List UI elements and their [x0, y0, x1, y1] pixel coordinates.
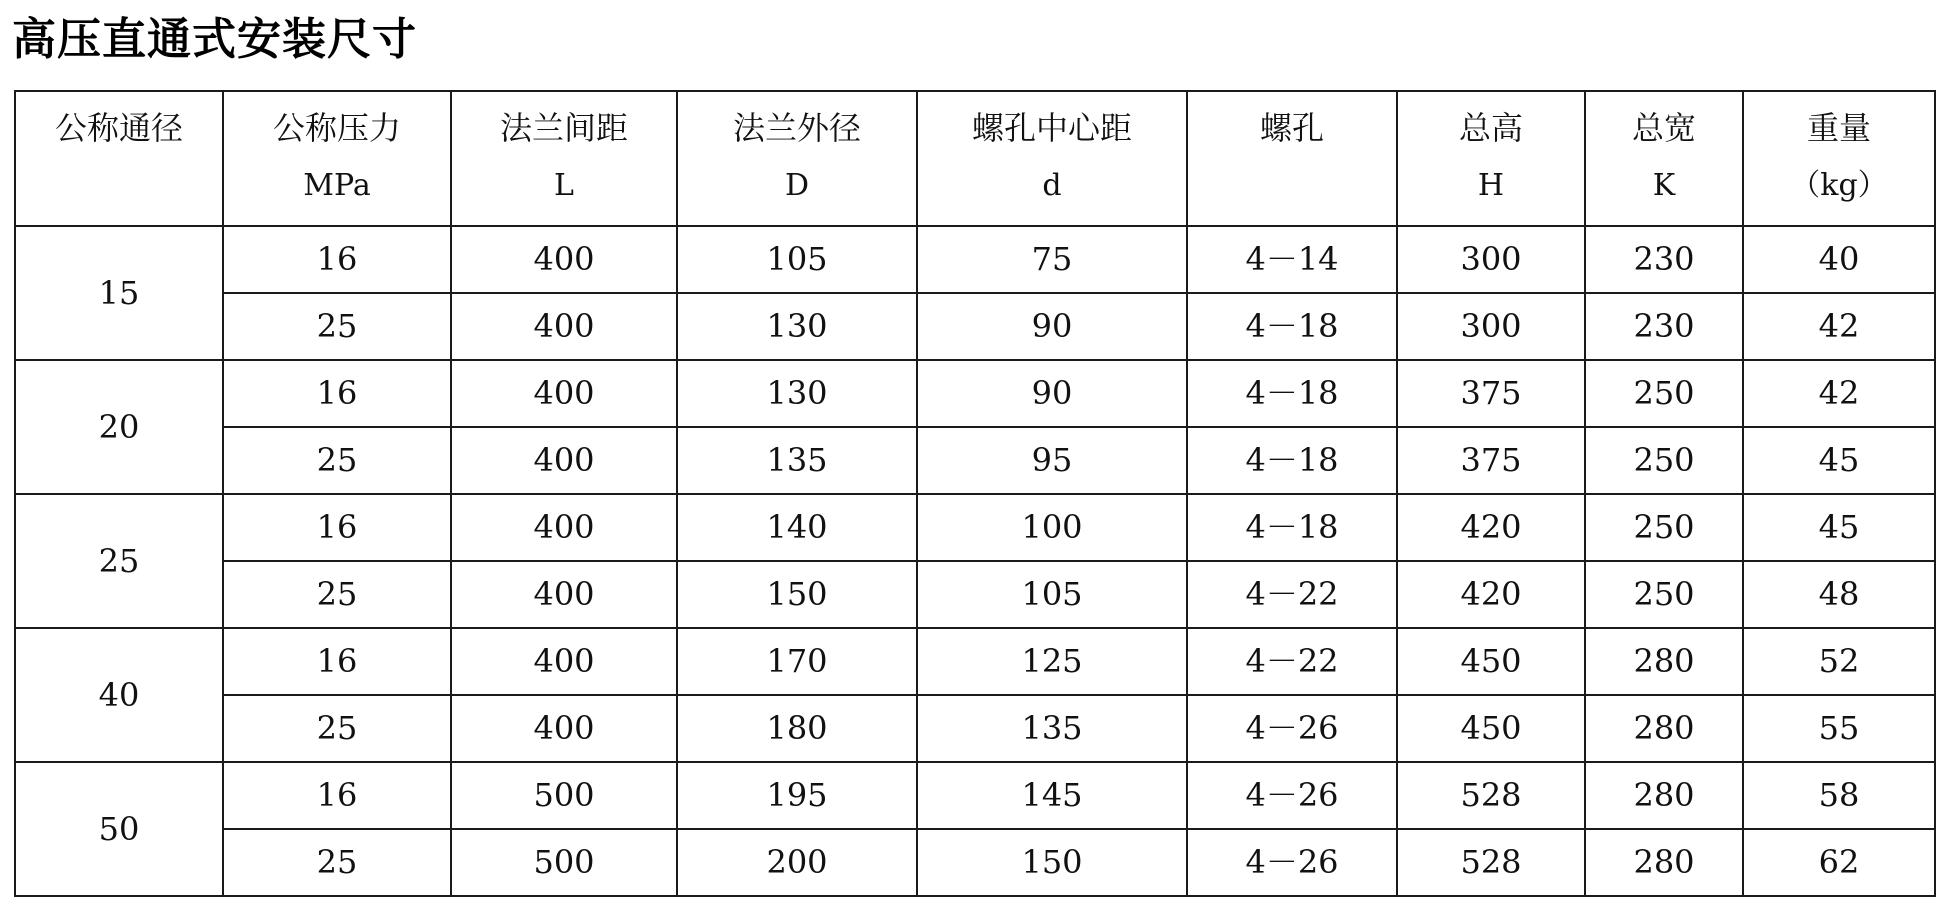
- cell-flange-spacing: 500: [451, 829, 677, 896]
- cell-bolt-center-distance: 125: [917, 628, 1187, 695]
- cell-bolt-center-distance: 135: [917, 695, 1187, 762]
- cell-total-height: 375: [1397, 360, 1585, 427]
- cell-bolt-holes: 4－22: [1187, 628, 1397, 695]
- table-row: [15, 293, 1935, 360]
- header-row: [15, 91, 1935, 226]
- cell-flange-spacing: 400: [451, 427, 677, 494]
- cell-pressure: 25: [223, 293, 451, 360]
- cell-pressure: 25: [223, 427, 451, 494]
- cell-pressure: 16: [223, 494, 451, 561]
- cell-total-width: 250: [1585, 494, 1743, 561]
- cell-total-height: 450: [1397, 695, 1585, 762]
- cell-flange-spacing: 400: [451, 561, 677, 628]
- cell-bolt-holes: 4－18: [1187, 360, 1397, 427]
- cell-total-height: 420: [1397, 561, 1585, 628]
- cell-pressure: 16: [223, 762, 451, 829]
- cell-flange-spacing: 400: [451, 494, 677, 561]
- table-row: [15, 226, 1935, 293]
- table-row: [15, 561, 1935, 628]
- cell-bolt-holes: 4－14: [1187, 226, 1397, 293]
- table-body: [15, 226, 1935, 896]
- cell-nominal-diameter: 40: [15, 628, 223, 762]
- cell-total-width: 280: [1585, 628, 1743, 695]
- cell-pressure: 16: [223, 226, 451, 293]
- table-row: [15, 628, 1935, 695]
- cell-weight: 48: [1743, 561, 1935, 628]
- header-total-width: 总宽 K: [1585, 91, 1743, 226]
- cell-weight: 52: [1743, 628, 1935, 695]
- cell-flange-spacing: 500: [451, 762, 677, 829]
- cell-pressure: 25: [223, 829, 451, 896]
- table-row: [15, 695, 1935, 762]
- cell-total-height: 375: [1397, 427, 1585, 494]
- cell-flange-outer-diameter: 195: [677, 762, 917, 829]
- cell-weight: 45: [1743, 427, 1935, 494]
- cell-bolt-center-distance: 90: [917, 293, 1187, 360]
- cell-bolt-holes: 4－22: [1187, 561, 1397, 628]
- cell-flange-outer-diameter: 140: [677, 494, 917, 561]
- cell-pressure: 25: [223, 695, 451, 762]
- cell-flange-outer-diameter: 135: [677, 427, 917, 494]
- cell-total-height: 528: [1397, 762, 1585, 829]
- cell-bolt-center-distance: 150: [917, 829, 1187, 896]
- cell-weight: 42: [1743, 360, 1935, 427]
- cell-bolt-center-distance: 105: [917, 561, 1187, 628]
- cell-pressure: 16: [223, 628, 451, 695]
- cell-total-width: 280: [1585, 695, 1743, 762]
- page-title: 高压直通式安装尺寸: [12, 14, 417, 65]
- cell-flange-outer-diameter: 130: [677, 293, 917, 360]
- cell-nominal-diameter: 25: [15, 494, 223, 628]
- header-flange-spacing: 法兰间距 L: [451, 91, 677, 226]
- cell-flange-spacing: 400: [451, 628, 677, 695]
- header-bolt-holes: 螺孔: [1187, 91, 1397, 226]
- header-nominal-pressure: 公称压力 MPa: [223, 91, 451, 226]
- cell-bolt-holes: 4－18: [1187, 494, 1397, 561]
- spec-table: [14, 90, 1936, 897]
- cell-nominal-diameter: 50: [15, 762, 223, 896]
- cell-bolt-center-distance: 75: [917, 226, 1187, 293]
- cell-flange-spacing: 400: [451, 293, 677, 360]
- cell-bolt-holes: 4－18: [1187, 293, 1397, 360]
- cell-bolt-center-distance: 145: [917, 762, 1187, 829]
- header-bolt-hole-center-distance: 螺孔中心距 d: [917, 91, 1187, 226]
- cell-flange-outer-diameter: 180: [677, 695, 917, 762]
- header-nominal-diameter: 公称通径: [15, 91, 223, 226]
- cell-flange-outer-diameter: 170: [677, 628, 917, 695]
- header-total-height: 总高 H: [1397, 91, 1585, 226]
- cell-nominal-diameter: 20: [15, 360, 223, 494]
- table-row: [15, 360, 1935, 427]
- cell-total-width: 250: [1585, 561, 1743, 628]
- cell-flange-spacing: 400: [451, 226, 677, 293]
- cell-total-width: 280: [1585, 829, 1743, 896]
- cell-pressure: 16: [223, 360, 451, 427]
- header-weight: 重量 （kg）: [1743, 91, 1935, 226]
- cell-flange-spacing: 400: [451, 695, 677, 762]
- cell-total-width: 230: [1585, 293, 1743, 360]
- cell-bolt-center-distance: 100: [917, 494, 1187, 561]
- cell-flange-spacing: 400: [451, 360, 677, 427]
- cell-weight: 58: [1743, 762, 1935, 829]
- cell-bolt-holes: 4－18: [1187, 427, 1397, 494]
- cell-weight: 55: [1743, 695, 1935, 762]
- cell-bolt-holes: 4－26: [1187, 695, 1397, 762]
- cell-weight: 62: [1743, 829, 1935, 896]
- cell-weight: 45: [1743, 494, 1935, 561]
- cell-flange-outer-diameter: 105: [677, 226, 917, 293]
- table-row: [15, 494, 1935, 561]
- cell-weight: 42: [1743, 293, 1935, 360]
- cell-total-height: 528: [1397, 829, 1585, 896]
- cell-total-width: 280: [1585, 762, 1743, 829]
- cell-total-height: 450: [1397, 628, 1585, 695]
- cell-total-height: 300: [1397, 226, 1585, 293]
- cell-bolt-center-distance: 95: [917, 427, 1187, 494]
- cell-total-height: 300: [1397, 293, 1585, 360]
- cell-flange-outer-diameter: 200: [677, 829, 917, 896]
- cell-bolt-holes: 4－26: [1187, 829, 1397, 896]
- cell-nominal-diameter: 15: [15, 226, 223, 360]
- cell-pressure: 25: [223, 561, 451, 628]
- table-row: [15, 427, 1935, 494]
- cell-bolt-center-distance: 90: [917, 360, 1187, 427]
- cell-total-width: 250: [1585, 427, 1743, 494]
- cell-flange-outer-diameter: 150: [677, 561, 917, 628]
- cell-total-width: 230: [1585, 226, 1743, 293]
- cell-total-height: 420: [1397, 494, 1585, 561]
- cell-weight: 40: [1743, 226, 1935, 293]
- table-row: [15, 762, 1935, 829]
- table-row: [15, 829, 1935, 896]
- cell-flange-outer-diameter: 130: [677, 360, 917, 427]
- cell-bolt-holes: 4－26: [1187, 762, 1397, 829]
- header-flange-outer-diameter: 法兰外径 D: [677, 91, 917, 226]
- cell-total-width: 250: [1585, 360, 1743, 427]
